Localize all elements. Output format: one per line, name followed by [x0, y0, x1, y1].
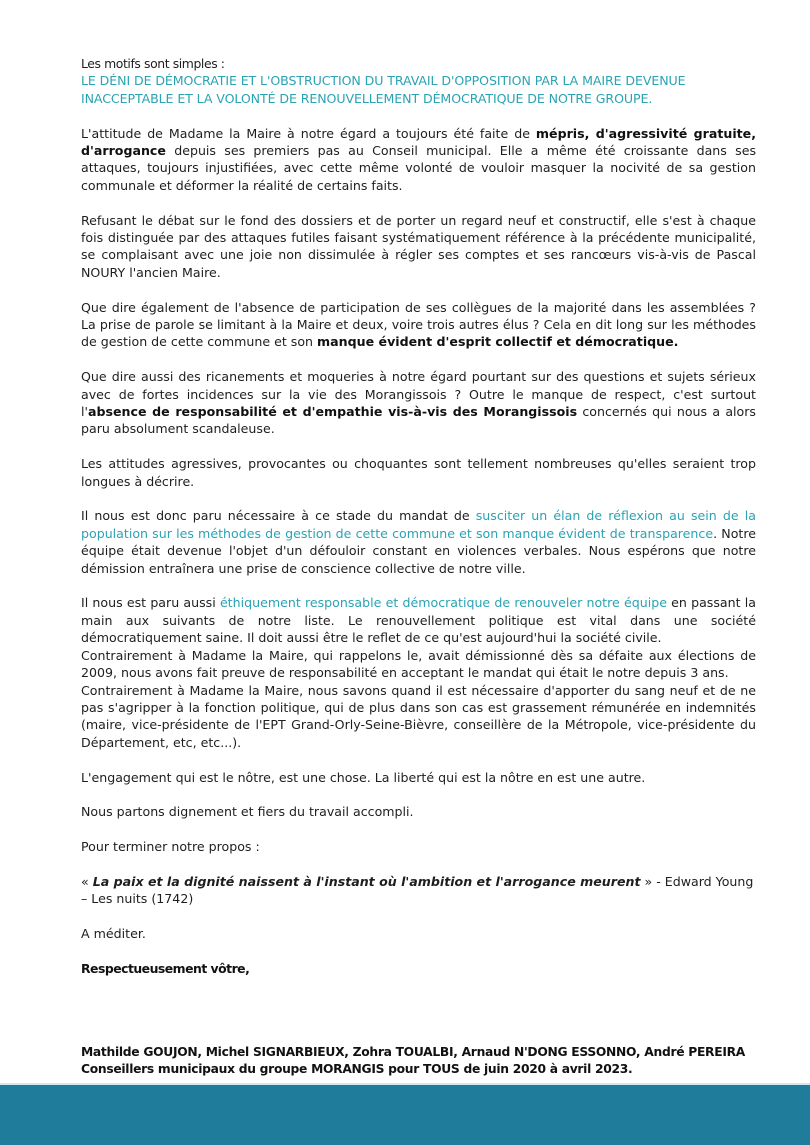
paragraph-attitudes: Les attitudes agressives, provocantes ou choquantes sont tellement nombreuses qu'elles seraient trop longues à décrire. — [81, 456, 756, 489]
quote: « La paix et la dignité naissent à l'instant où l'ambition et l'arrogance meurent » - Edward Young – Les nuits (1742) — [81, 873, 754, 907]
paragraph-contrairement-2: Contrairement à Madame la Maire, nous savons quand il est nécessaire d'apporter du sang neuf et de ne pas s'agripper à la fonction politique, qui de plus dans son cas est grassement rémunérée en indemnités (maire, vice-présidente de l'EPT Grand-Orly-Seine-Bièvre, conseillère de la Métropole, vice-présidente du Département, etc, etc...). — [81, 682, 756, 750]
emphasis: manque évident d'esprit collectif et démocratique. — [317, 334, 679, 350]
paragraph-attitude: L'attitude de Madame la Maire à notre égard a toujours été faite de mépris, d'agressivité gratuite, d'arrogance depuis ses premiers pas au Conseil municipal. Elle a même été croissante dans ses attaques, toujours injustifiées, avec cette même volonté de vouloir masquer la nocivité de sa gestion communale et déformer la réalité de certains faits. — [81, 125, 756, 193]
paragraph-reflexion: Il nous est donc paru nécessaire à ce stade du mandat de susciter un élan de réflexion au sein de la population sur les méthodes de gestion de cette commune et son manque évident de transparence. Notre équipe était devenue l'objet d'un défouloir constant en violences verbales. Nous espérons que notre démission entraînera une prise de conscience collective de notre ville. — [81, 508, 756, 576]
quote-attribution: » - Edward Young – Les nuits (1742) — [81, 873, 754, 907]
letter-body — [81, 55, 756, 990]
accent-text: susciter un élan de réflexion au sein de la population sur les méthodes de gestion de cette commune et son manque évident de transparence — [81, 508, 756, 541]
footer-band — [0, 1085, 810, 1145]
emphasis: mépris, d'agressivité gratuite, d'arrogance — [81, 125, 756, 159]
paragraph-mediter: A méditer. — [81, 926, 146, 942]
paragraph-ricanements: Que dire aussi des ricanements et moqueries à notre égard pourtant sur des questions et sujets sérieux avec de fortes incidences sur la vie des Morangissois ? Outre le manque de respect, c'est surtout l'absence de responsabilité et d'empathie vis-à-vis des Morangissois concernés qui nous a alors paru absolument scandaleuse. — [81, 369, 756, 437]
paragraph-engagement: L'engagement qui est le nôtre, est une chose. La liberté qui est la nôtre en est une autre. — [81, 769, 646, 785]
quote-text: La paix et la dignité naissent à l'instant où l'ambition et l'arrogance meurent — [92, 873, 641, 889]
emphasis: absence de responsabilité et d'empathie vis-à-vis des Morangissois — [87, 404, 578, 420]
paragraph-renouvellement: Il nous est paru aussi éthiquement responsable et démocratique de renouveler notre équipe en passant la main aux suivants de notre liste. Le renouvellement politique est vital dans une société démocratiquement saine. Il doit aussi être le reflet de ce qu'est aujourd'hui la société civile. — [81, 595, 756, 646]
signature-block — [81, 1044, 771, 1078]
closing-salutation: Respectueusement vôtre, — [81, 960, 250, 976]
headline: LE DÉNI DE DÉMOCRATIE ET L'OBSTRUCTION DU TRAVAIL D'OPPOSITION PAR LA MAIRE DEVENUE INACCEPTABLE ET LA VOLONTÉ DE RENOUVELLEMENT DÉMOCRATIQUE DE NOTRE GROUPE. — [81, 73, 686, 106]
paragraph-contrairement-1: Contrairement à Madame la Maire, qui rappelons le, avait démissionné dès sa défaite aux élections de 2009, nous avons fait preuve de responsabilité en acceptant le mandat qui était le notre depuis 3 ans. — [81, 647, 756, 681]
paragraph-partons: Nous partons dignement et fiers du travail accompli. — [81, 804, 414, 820]
paragraph-refusal: Refusant le débat sur le fond des dossiers et de porter un regard neuf et constructif, elle s'est à chaque fois distinguée par des attaques futiles faisant systématiquement référence à la précédente municipalité, se complaisant avec une joie non dissimulée à régler ses comptes et ses rancœurs vis-à-vis de Pascal NOURY l'ancien Maire. — [81, 212, 756, 280]
intro-line: Les motifs sont simples : — [81, 56, 225, 71]
signatories: Mathilde GOUJON, Michel SIGNARBIEUX, Zohra TOUALBI, Arnaud N'DONG ESSONNO, André PEREIRA — [81, 1045, 745, 1059]
paragraph-terminer: Pour terminer notre propos : — [81, 839, 260, 855]
signatories-role: Conseillers municipaux du groupe MORANGIS pour TOUS de juin 2020 à avril 2023. — [81, 1062, 633, 1076]
paragraph-participation: Que dire également de l'absence de participation de ses collègues de la majorité dans les assemblées ? La prise de parole se limitant à la Maire et deux, voire trois autres élus ? Cela en dit long sur les méthodes de gestion de cette commune et son manque évident d'esprit collectif et démocratique. — [81, 299, 756, 350]
accent-text: éthiquement responsable et démocratique de renouveler notre équipe — [219, 595, 667, 611]
